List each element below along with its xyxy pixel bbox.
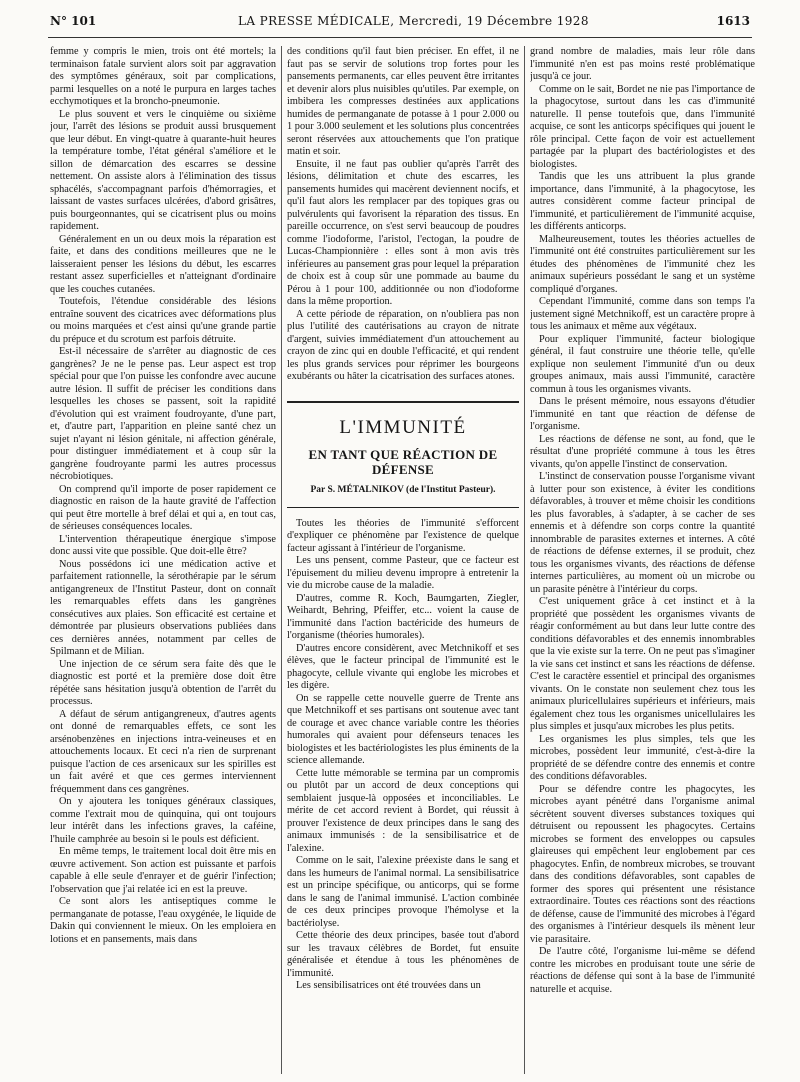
paragraph: Est-il nécessaire de s'arrêter au diagnostic de ces gangrènes? Je ne le pense pas. Leur aspect est trop spécial pour que l'on puisse les confondre avec aucune autre lésion. Il suffit de préciser les conditions dans lesquelles les choses se passent, soit la rapidité d'évolution qui est vraiment foudroyante, d'une part, et, d'autre part, l'apparition en pleine santé chez un sujet n'ayant ni lésion génitale, ni affection générale, pour distinguer immédiatement et à coup sûr la gangrène foudroyante parmi les autres processus nécrobiotiques. (50, 346, 276, 482)
paragraph: C'est uniquement grâce à cet instinct et à la propriété que possèdent les organismes vivants de réagir conformément au but dans leur lutte contre des conditions défavorables et des ennemis innombrables que la vie existe sur la terre. On ne peut pas s'imaginer la vie sans cet instinct et sans les réactions de défense. C'est le caractère essentiel et principal des organismes vivants. On le constate non seulement chez tous les animaux pluricellulaires supérieurs et inférieurs, mais également chez tous les organismes unicellulaires les plus simples et jusqu'aux microbes les plus petits. (530, 596, 755, 732)
paragraph: Pour se défendre contre les phagocytes, les microbes ayant pénétré dans l'organisme animal sécrètent souvent diverses substances toxiques qui détruisent ou repoussent les phagocytes. Certains microbes se forment des enveloppes ou capsules glaireuses qui empêchent leur englobement par ces phagocytes. Enfin, de nombreux microbes, se trouvant dans des conditions défavorables, sont capables de former des spores qui présentent une résistance extraordinaire. Toutes ces réactions sont des réactions de défense, cause de l'immunité des microbes à l'égard des organismes à l'intérieur desquels ils mènent leur vie parasitaire. (530, 783, 755, 945)
paragraph: D'autres, comme R. Koch, Baumgarten, Ziegler, Weihardt, Behring, Pfeiffer, etc... voient la cause de l'immunité dans l'action bactéricide des humeurs de l'organisme (théories humorales). (287, 592, 519, 641)
column-1 (50, 46, 276, 1076)
paragraph: Ensuite, il ne faut pas oublier qu'après l'arrêt des lésions, délimitation et chute des escarres, les pansements humides qui macèrent deviennent nocifs, et qu'il faut alors les remplacer par des topiques gras ou pulvérulents qui favorisent la réparation des tissus. En pareille occurrence, on s'est servi beaucoup de poudres comme l'iodoforme, l'aristol, l'ectogan, la poudre de Lucas-Championnière : elles sont à mon avis très inférieures au pansement gras pour lequel la préparation de choix est à coup sûr une pommade au baume du Pérou à 1 pour 100, additionnée ou non d'iodoforme dans la même proportion. (287, 158, 519, 307)
column-divider-1 (281, 46, 282, 1074)
paragraph: Tandis que les uns attribuent la plus grande importance, dans l'immunité, à la phagocytose, les autres considèrent comme facteur principal de l'immunité, et particulièrement de l'immunité acquise, les différents anticorps. (530, 171, 755, 232)
paragraph: On comprend qu'il importe de poser rapidement ce diagnostic en raison de la haute gravité de l'affection qui peut être mortelle à bref délai et qui a, en tout cas, de sérieuses conséquences locales. (50, 483, 276, 532)
running-header (50, 14, 750, 32)
paragraph: A défaut de sérum antigangreneux, d'autres agents ont donné de remarquables effets, ce sont les arsénobenzènes en injections intra-veineuses et en attouchements locaux. Et ceci n'a rien de surprenant puisque l'action de ces arsenicaux sur les spirilles est un fait avéré et que ces germes interviennent fréquemment dans ces gangrènes. (50, 708, 276, 795)
paragraph: On se rappelle cette nouvelle guerre de Trente ans que Metchnikoff et ses partisans ont soutenue avec tant de courage et avec chance variable contre les théories humorales qui avaient pour défenseurs tenaces les biologistes et les bactériologistes les plus éminents de la science allemande. (287, 692, 519, 766)
article-subtitle: EN TANT QUE RÉACTION DE DÉFENSE (308, 446, 498, 477)
paragraph: Nous possédons ici une médication active et parfaitement rationnelle, la sérothérapie par le sérum antigangreneux de l'Institut Pasteur, dont on connaît les remarquables effets dans les gangrènes consécutives aux plaies. Son efficacité est certaine et démontrée par plusieurs observations publiées dans ces dernières années, notamment par celles de Spilmann et de Milian. (50, 558, 276, 657)
paragraph: Les réactions de défense ne sont, au fond, que le résultat d'une propriété commune à tous les êtres vivants, qu'on appelle l'instinct de conservation. (530, 433, 755, 470)
paragraph: Généralement en un ou deux mois la réparation est faite, et dans des conditions meilleures que ne le laisseraient penser les lésions du début, les escarres restant assez superficielles et n'atteignant d'ordinaire que les couches cutanées. (50, 233, 276, 295)
paragraph: grand nombre de maladies, mais leur rôle dans l'immunité n'en est pas moins resté problématique jusqu'à ce jour. (530, 46, 755, 82)
paragraph: Dans le présent mémoire, nous essayons d'étudier l'immunité en tant que réaction de défense de l'organisme. (530, 396, 755, 432)
paragraph: Comme on le sait, l'alexine préexiste dans le sang et dans les humeurs de l'animal normal. La sensibilisatrice est un principe spécifique, ou anticorps, qui se forme dans le sang de l'animal immunisé. L'action combinée de ces deux principes provoque l'hémolyse et la bactériolyse. (287, 855, 519, 929)
paragraph: Le plus souvent et vers le cinquième ou sixième jour, l'arrêt des lésions se produit aussi brusquement que leur début. En vingt-quatre à quarante-huit heures la température tombe, l'état général s'améliore et le sillon de démarcation des escarres se dessine nettement. On assiste alors à l'élimination des tissus sphacélés, s'accompagnant parfois d'hémorragies, et laissant de vastes surfaces ulcérées, d'abord grisâtres, puis bourgeonnantes, qui se cicatrisent plus ou moins rapidement. (50, 108, 276, 232)
page-number: 1613 (716, 14, 750, 28)
paragraph: Cette lutte mémorable se termina par un compromis ou plutôt par un accord de deux conceptions qui semblaient jusque-là opposées et inconciliables. Le mérite de cet accord revient à Bordet, qui réussit à prouver l'existence de deux principes dans le sang des animaux immunisés : de la sensibilisatrice et de l'alexine. (287, 767, 519, 854)
article-heading (287, 401, 519, 508)
paragraph: Les uns pensent, comme Pasteur, que ce facteur est l'épuisement du milieu devenu impropre à entretenir la vie du microbe cause de la maladie. (287, 555, 519, 591)
column-2 (287, 46, 519, 1076)
paragraph: Les organismes les plus simples, tels que les microbes, possèdent leur immunité, c'est-à-dire la propriété de se défendre contre des ennemis et contre des conditions défavorables. (530, 733, 755, 782)
paragraph: Toutes les théories de l'immunité s'efforcent d'expliquer ce phénomène par l'existence de quelque facteur agissant à l'intérieur de l'organisme. (287, 517, 519, 554)
paragraph: Une injection de ce sérum sera faite dès que le diagnostic est porté et la première dose doit être répétée sans hésitation jusqu'à obtention de l'arrêt du processus. (50, 658, 276, 707)
paragraph: Cette théorie des deux principes, basée tout d'abord sur les travaux célèbres de Bordet, fut ensuite généralisée et étendue à tous les phénomènes de l'immunité. (287, 930, 519, 979)
paragraph: femme y compris le mien, trois ont été mortels; la terminaison fatale survient alors soit par aggravation des symptômes généraux, soit par complications, parmi lesquelles on a noté le purpura en larges taches ecchymotiques et la broncho-pneumonie. (50, 46, 276, 107)
issue-number: N° 101 (50, 14, 97, 28)
paragraph: Pour expliquer l'immunité, facteur biologique général, il faut construire une théorie telle, qu'elle explique non seulement l'immunité d'un ou deux groupes animaux, mais aussi l'immunité, caractère commun à tous les organismes vivants. (530, 333, 755, 395)
paragraph: L'intervention thérapeutique énergique s'impose donc aussi vite que possible. Que doit-elle être? (50, 533, 276, 557)
paragraph: Toutefois, l'étendue considérable des lésions entraîne souvent des cicatrices avec déformations plus ou moins marquées et c'est ainsi qu'une grande partie du prépuce et du scrotum est parfois détruite. (50, 296, 276, 345)
paragraph: On y ajoutera les toniques généraux classiques, comme l'extrait mou de quinquina, qui ont toujours leur intérêt dans les infections graves, la caféine, l'huile camphrée au besoin si le pouls est déficient. (50, 796, 276, 845)
paragraph: Comme on le sait, Bordet ne nie pas l'importance de la phagocytose, surtout dans les cas d'immunité naturelle. Il pense toutefois que, dans l'immunité acquise, ce sont les anticorps spécifiques qui jouent le rôle principal. Cette façon de voir est actuellement partagée par la plupart des bactériologistes et des biologistes. (530, 83, 755, 170)
paragraph: Malheureusement, toutes les théories actuelles de l'immunité ont été construites particulièrement sur les études des phénomènes de l'immunité chez les animaux supérieurs possédant le sang et un système compliqué d'organes. (530, 233, 755, 295)
column-divider-2 (524, 46, 525, 1074)
article-byline: Par S. MÉTALNIKOV (de l'Institut Pasteur). (310, 484, 496, 495)
paragraph: Cependant l'immunité, comme dans son temps l'a justement signé Metchnikoff, est un caractère propre à tous les animaux et même aux végétaux. (530, 296, 755, 332)
column-3 (530, 46, 755, 1076)
header-rule (48, 37, 752, 38)
paragraph: D'autres encore considèrent, avec Metchnikoff et ses élèves, que le facteur principal de l'immunité est le phagocyte, cellule vivante qui englobe les microbes et les digère. (287, 642, 519, 691)
paragraph: A cette période de réparation, on n'oubliera pas non plus l'utilité des cautérisations au crayon de nitrate d'argent, suivies immédiatement d'un attouchement au crayon de zinc qui en double l'efficacité, et qui rendent les plus grands services pour réprimer les bourgeons exubérants ou hâter la cicatrisation des surfaces atones. (287, 308, 519, 382)
paragraph: De l'autre côté, l'organisme lui-même se défend contre les microbes en produisant toute une série de réactions de défense qui sont à la base de l'immunité naturelle et acquise. (530, 946, 755, 995)
paragraph: En même temps, le traitement local doit être mis en œuvre activement. Son action est puissante et parfois capable à elle seule d'enrayer et de guérir l'infection; l'observation que j'ai relatée ici en est la preuve. (50, 846, 276, 895)
paragraph: Les sensibilisatrices ont été trouvées dans un (296, 980, 481, 991)
paragraph: L'instinct de conservation pousse l'organisme vivant à lutter pour son existence, à éviter les conditions défavorables, à trouver et même choisir les conditions les plus favorables, à s'adapter, à se cacher de ses ennemis et à défendre son corps contre la quantité innombrable de parasites externes et internes. A côté de réactions de défense externes, il se produit, chez tous les organismes vivants, des réactions de défense internes particulières, au moment où un microbe ou un parasite pénètre à l'intérieur du corps. (530, 471, 755, 595)
paragraph: des conditions qu'il faut bien préciser. En effet, il ne faut pas se servir de solutions trop fortes pour les pansements permanents, car elles peuvent être irritantes et devenir alors plus nuisibles qu'utiles. Par exemple, on imbibera les compresses destinées aux applications humides de permanganate de potasse à 1 pour 2.000 ou 1 pour 3.000 seulement et les solutions plus concentrées seront réservées aux attouchements que l'on pratique matin et soir. (287, 46, 519, 157)
paragraph: Ce sont alors les antiseptiques comme le permanganate de potasse, l'eau oxygénée, le liquide de Dakin qui conviennent le mieux. On les emploiera en lotions et en pansements, mais dans (50, 896, 276, 945)
journal-date: LA PRESSE MÉDICALE, Mercredi, 19 Décembre 1928 (238, 14, 589, 28)
article-title: L'IMMUNITÉ (339, 416, 467, 438)
